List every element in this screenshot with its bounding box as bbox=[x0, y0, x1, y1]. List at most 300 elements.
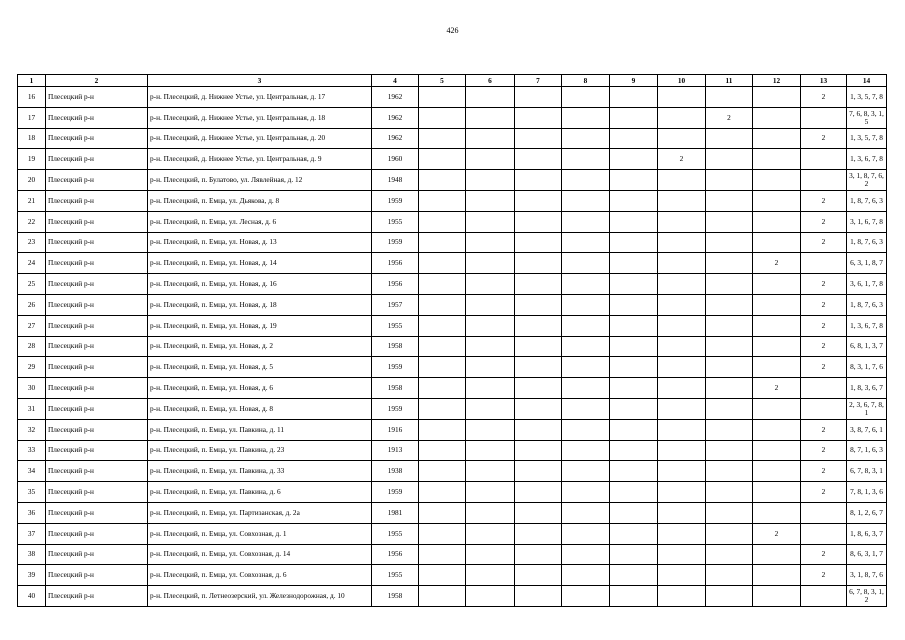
col8-cell bbox=[562, 274, 610, 295]
address-cell: р-н. Плесецкий, д. Нижнее Устье, ул. Центральная, д. 17 bbox=[148, 87, 372, 108]
column-header-2: 2 bbox=[46, 75, 148, 87]
col10-cell bbox=[658, 398, 706, 419]
col6-cell bbox=[466, 357, 515, 378]
col14-cell: 1, 3, 5, 7, 8 bbox=[847, 128, 887, 149]
table-row bbox=[18, 419, 887, 440]
col7-cell bbox=[515, 440, 562, 461]
col11-cell bbox=[706, 419, 753, 440]
col7-cell bbox=[515, 398, 562, 419]
col8-cell bbox=[562, 294, 610, 315]
district-cell: Плесецкий р-н bbox=[46, 440, 148, 461]
col7-cell bbox=[515, 190, 562, 211]
col5-cell bbox=[419, 544, 466, 565]
col12-cell bbox=[753, 211, 801, 232]
row-number: 23 bbox=[18, 232, 46, 253]
col11-cell bbox=[706, 586, 753, 607]
col7-cell bbox=[515, 336, 562, 357]
col12-cell bbox=[753, 294, 801, 315]
col14-cell: 7, 6, 8, 3, 1, 5 bbox=[847, 107, 887, 128]
col11-cell bbox=[706, 336, 753, 357]
year-cell: 1962 bbox=[372, 87, 419, 108]
year-cell: 1962 bbox=[372, 128, 419, 149]
row-number: 17 bbox=[18, 107, 46, 128]
col5-cell bbox=[419, 211, 466, 232]
col10-cell bbox=[658, 87, 706, 108]
year-cell: 1956 bbox=[372, 274, 419, 295]
col11-cell bbox=[706, 232, 753, 253]
col10-cell bbox=[658, 170, 706, 191]
column-header-4: 4 bbox=[372, 75, 419, 87]
col13-cell bbox=[801, 149, 847, 170]
col8-cell bbox=[562, 107, 610, 128]
address-cell: р-н. Плесецкий, п. Емца, ул. Новая, д. 16 bbox=[148, 274, 372, 295]
district-cell: Плесецкий р-н bbox=[46, 294, 148, 315]
table-body bbox=[18, 87, 887, 607]
table-row bbox=[18, 315, 887, 336]
table-row bbox=[18, 502, 887, 523]
district-cell: Плесецкий р-н bbox=[46, 544, 148, 565]
year-cell: 1959 bbox=[372, 482, 419, 503]
col13-cell: 2 bbox=[801, 482, 847, 503]
row-number: 21 bbox=[18, 190, 46, 211]
col7-cell bbox=[515, 357, 562, 378]
col5-cell bbox=[419, 170, 466, 191]
col11-cell bbox=[706, 440, 753, 461]
col11-cell bbox=[706, 190, 753, 211]
address-cell: р-н. Плесецкий, п. Емца, ул. Совхозная, д. 14 bbox=[148, 544, 372, 565]
col9-cell bbox=[610, 398, 658, 419]
col6-cell bbox=[466, 336, 515, 357]
col6-cell bbox=[466, 274, 515, 295]
col5-cell bbox=[419, 482, 466, 503]
col8-cell bbox=[562, 315, 610, 336]
col9-cell bbox=[610, 170, 658, 191]
district-cell: Плесецкий р-н bbox=[46, 107, 148, 128]
col10-cell bbox=[658, 107, 706, 128]
col8-cell bbox=[562, 378, 610, 399]
col10-cell: 2 bbox=[658, 149, 706, 170]
column-header-10: 10 bbox=[658, 75, 706, 87]
col10-cell bbox=[658, 253, 706, 274]
address-cell: р-н. Плесецкий, п. Емца, ул. Павкина, д. 33 bbox=[148, 461, 372, 482]
col13-cell: 2 bbox=[801, 87, 847, 108]
col9-cell bbox=[610, 440, 658, 461]
col9-cell bbox=[610, 502, 658, 523]
col7-cell bbox=[515, 232, 562, 253]
col8-cell bbox=[562, 253, 610, 274]
column-header-6: 6 bbox=[466, 75, 515, 87]
col12-cell bbox=[753, 315, 801, 336]
year-cell: 1955 bbox=[372, 523, 419, 544]
col10-cell bbox=[658, 586, 706, 607]
col14-cell: 1, 3, 5, 7, 8 bbox=[847, 87, 887, 108]
col6-cell bbox=[466, 294, 515, 315]
year-cell: 1955 bbox=[372, 211, 419, 232]
col7-cell bbox=[515, 502, 562, 523]
col14-cell: 6, 3, 1, 8, 7 bbox=[847, 253, 887, 274]
district-cell: Плесецкий р-н bbox=[46, 398, 148, 419]
col8-cell bbox=[562, 211, 610, 232]
col14-cell: 8, 1, 2, 6, 7 bbox=[847, 502, 887, 523]
table-row bbox=[18, 586, 887, 607]
col8-cell bbox=[562, 440, 610, 461]
col11-cell bbox=[706, 482, 753, 503]
col7-cell bbox=[515, 544, 562, 565]
row-number: 33 bbox=[18, 440, 46, 461]
col14-cell: 3, 1, 8, 7, 6 bbox=[847, 565, 887, 586]
row-number: 27 bbox=[18, 315, 46, 336]
col13-cell: 2 bbox=[801, 190, 847, 211]
col12-cell bbox=[753, 398, 801, 419]
col9-cell bbox=[610, 565, 658, 586]
col6-cell bbox=[466, 544, 515, 565]
table-row bbox=[18, 357, 887, 378]
col12-cell bbox=[753, 149, 801, 170]
address-cell: р-н. Плесецкий, п. Емца, ул. Новая, д. 8 bbox=[148, 398, 372, 419]
district-cell: Плесецкий р-н bbox=[46, 190, 148, 211]
col11-cell bbox=[706, 87, 753, 108]
col8-cell bbox=[562, 190, 610, 211]
year-cell: 1958 bbox=[372, 378, 419, 399]
col13-cell: 2 bbox=[801, 565, 847, 586]
district-cell: Плесецкий р-н bbox=[46, 336, 148, 357]
table-row bbox=[18, 87, 887, 108]
col8-cell bbox=[562, 170, 610, 191]
col11-cell bbox=[706, 544, 753, 565]
col7-cell bbox=[515, 565, 562, 586]
col9-cell bbox=[610, 149, 658, 170]
row-number: 18 bbox=[18, 128, 46, 149]
col10-cell bbox=[658, 565, 706, 586]
col7-cell bbox=[515, 149, 562, 170]
col14-cell: 1, 8, 6, 3, 7 bbox=[847, 523, 887, 544]
col5-cell bbox=[419, 128, 466, 149]
col13-cell: 2 bbox=[801, 419, 847, 440]
table-row bbox=[18, 565, 887, 586]
table-row bbox=[18, 336, 887, 357]
table-row bbox=[18, 482, 887, 503]
row-number: 29 bbox=[18, 357, 46, 378]
col5-cell bbox=[419, 440, 466, 461]
address-cell: р-н. Плесецкий, п. Булатово, ул. Лявлейная, д. 12 bbox=[148, 170, 372, 191]
col6-cell bbox=[466, 482, 515, 503]
col7-cell bbox=[515, 274, 562, 295]
col6-cell bbox=[466, 565, 515, 586]
col7-cell bbox=[515, 294, 562, 315]
district-cell: Плесецкий р-н bbox=[46, 378, 148, 399]
col14-cell: 6, 7, 8, 3, 1 bbox=[847, 461, 887, 482]
col6-cell bbox=[466, 523, 515, 544]
col12-cell bbox=[753, 336, 801, 357]
column-header-14: 14 bbox=[847, 75, 887, 87]
col7-cell bbox=[515, 419, 562, 440]
col12-cell bbox=[753, 461, 801, 482]
col9-cell bbox=[610, 586, 658, 607]
col12-cell bbox=[753, 565, 801, 586]
col11-cell bbox=[706, 128, 753, 149]
col7-cell bbox=[515, 211, 562, 232]
column-header-13: 13 bbox=[801, 75, 847, 87]
col11-cell bbox=[706, 523, 753, 544]
col9-cell bbox=[610, 461, 658, 482]
row-number: 37 bbox=[18, 523, 46, 544]
year-cell: 1938 bbox=[372, 461, 419, 482]
col14-cell: 1, 8, 7, 6, 3 bbox=[847, 190, 887, 211]
column-header-11: 11 bbox=[706, 75, 753, 87]
col5-cell bbox=[419, 398, 466, 419]
col10-cell bbox=[658, 440, 706, 461]
table-row bbox=[18, 378, 887, 399]
col14-cell: 8, 7, 1, 6, 3 bbox=[847, 440, 887, 461]
col11-cell bbox=[706, 502, 753, 523]
col9-cell bbox=[610, 211, 658, 232]
district-cell: Плесецкий р-н bbox=[46, 170, 148, 191]
table-row bbox=[18, 128, 887, 149]
col8-cell bbox=[562, 232, 610, 253]
year-cell: 1916 bbox=[372, 419, 419, 440]
col9-cell bbox=[610, 544, 658, 565]
col11-cell bbox=[706, 149, 753, 170]
col5-cell bbox=[419, 502, 466, 523]
address-cell: р-н. Плесецкий, п. Емца, ул. Лесная, д. 6 bbox=[148, 211, 372, 232]
col13-cell: 2 bbox=[801, 544, 847, 565]
col11-cell bbox=[706, 211, 753, 232]
district-cell: Плесецкий р-н bbox=[46, 482, 148, 503]
col9-cell bbox=[610, 523, 658, 544]
year-cell: 1948 bbox=[372, 170, 419, 191]
col9-cell bbox=[610, 107, 658, 128]
district-cell: Плесецкий р-н bbox=[46, 128, 148, 149]
col13-cell: 2 bbox=[801, 232, 847, 253]
col11-cell bbox=[706, 274, 753, 295]
col9-cell bbox=[610, 87, 658, 108]
district-cell: Плесецкий р-н bbox=[46, 502, 148, 523]
address-cell: р-н. Плесецкий, п. Емца, ул. Новая, д. 6 bbox=[148, 378, 372, 399]
col8-cell bbox=[562, 502, 610, 523]
table-row bbox=[18, 253, 887, 274]
col13-cell bbox=[801, 398, 847, 419]
header-row bbox=[18, 75, 887, 87]
row-number: 32 bbox=[18, 419, 46, 440]
col7-cell bbox=[515, 461, 562, 482]
district-cell: Плесецкий р-н bbox=[46, 357, 148, 378]
table-row bbox=[18, 170, 887, 191]
col14-cell: 8, 6, 3, 1, 7 bbox=[847, 544, 887, 565]
col13-cell bbox=[801, 586, 847, 607]
col13-cell: 2 bbox=[801, 461, 847, 482]
col6-cell bbox=[466, 398, 515, 419]
col11-cell bbox=[706, 357, 753, 378]
col5-cell bbox=[419, 357, 466, 378]
row-number: 24 bbox=[18, 253, 46, 274]
col11-cell bbox=[706, 398, 753, 419]
col9-cell bbox=[610, 294, 658, 315]
col13-cell: 2 bbox=[801, 128, 847, 149]
district-cell: Плесецкий р-н bbox=[46, 232, 148, 253]
district-cell: Плесецкий р-н bbox=[46, 253, 148, 274]
col13-cell bbox=[801, 107, 847, 128]
col11-cell bbox=[706, 294, 753, 315]
col14-cell: 3, 8, 7, 6, 1 bbox=[847, 419, 887, 440]
col9-cell bbox=[610, 482, 658, 503]
col10-cell bbox=[658, 211, 706, 232]
district-cell: Плесецкий р-н bbox=[46, 87, 148, 108]
row-number: 26 bbox=[18, 294, 46, 315]
row-number: 19 bbox=[18, 149, 46, 170]
col5-cell bbox=[419, 253, 466, 274]
district-cell: Плесецкий р-н bbox=[46, 149, 148, 170]
year-cell: 1958 bbox=[372, 586, 419, 607]
address-cell: р-н. Плесецкий, п. Емца, ул. Новая, д. 14 bbox=[148, 253, 372, 274]
col5-cell bbox=[419, 336, 466, 357]
col14-cell: 1, 8, 3, 6, 7 bbox=[847, 378, 887, 399]
address-cell: р-н. Плесецкий, д. Нижнее Устье, ул. Центральная, д. 18 bbox=[148, 107, 372, 128]
col14-cell: 3, 1, 8, 7, 6, 2 bbox=[847, 170, 887, 191]
col6-cell bbox=[466, 128, 515, 149]
col11-cell: 2 bbox=[706, 107, 753, 128]
col8-cell bbox=[562, 565, 610, 586]
row-number: 28 bbox=[18, 336, 46, 357]
row-number: 31 bbox=[18, 398, 46, 419]
col14-cell: 6, 8, 1, 3, 7 bbox=[847, 336, 887, 357]
year-cell: 1960 bbox=[372, 149, 419, 170]
row-number: 40 bbox=[18, 586, 46, 607]
col12-cell bbox=[753, 190, 801, 211]
col13-cell: 2 bbox=[801, 294, 847, 315]
address-cell: р-н. Плесецкий, д. Нижнее Устье, ул. Центральная, д. 20 bbox=[148, 128, 372, 149]
col12-cell bbox=[753, 586, 801, 607]
row-number: 25 bbox=[18, 274, 46, 295]
year-cell: 1959 bbox=[372, 190, 419, 211]
col14-cell: 1, 3, 6, 7, 8 bbox=[847, 315, 887, 336]
col8-cell bbox=[562, 357, 610, 378]
col8-cell bbox=[562, 482, 610, 503]
col12-cell bbox=[753, 440, 801, 461]
year-cell: 1913 bbox=[372, 440, 419, 461]
district-cell: Плесецкий р-н bbox=[46, 419, 148, 440]
col9-cell bbox=[610, 419, 658, 440]
col7-cell bbox=[515, 378, 562, 399]
col7-cell bbox=[515, 523, 562, 544]
table-row bbox=[18, 149, 887, 170]
col13-cell bbox=[801, 170, 847, 191]
col5-cell bbox=[419, 315, 466, 336]
col5-cell bbox=[419, 294, 466, 315]
col13-cell bbox=[801, 523, 847, 544]
table-row bbox=[18, 190, 887, 211]
table-row bbox=[18, 398, 887, 419]
row-number: 20 bbox=[18, 170, 46, 191]
table-row bbox=[18, 107, 887, 128]
table-row bbox=[18, 294, 887, 315]
year-cell: 1959 bbox=[372, 232, 419, 253]
col8-cell bbox=[562, 128, 610, 149]
col6-cell bbox=[466, 253, 515, 274]
col7-cell bbox=[515, 315, 562, 336]
data-table bbox=[17, 74, 887, 607]
col11-cell bbox=[706, 315, 753, 336]
table-row bbox=[18, 461, 887, 482]
district-cell: Плесецкий р-н bbox=[46, 523, 148, 544]
district-cell: Плесецкий р-н bbox=[46, 211, 148, 232]
year-cell: 1956 bbox=[372, 544, 419, 565]
column-header-8: 8 bbox=[562, 75, 610, 87]
col8-cell bbox=[562, 523, 610, 544]
year-cell: 1956 bbox=[372, 253, 419, 274]
col7-cell bbox=[515, 586, 562, 607]
col12-cell bbox=[753, 274, 801, 295]
col13-cell: 2 bbox=[801, 440, 847, 461]
col6-cell bbox=[466, 87, 515, 108]
col14-cell: 3, 1, 6, 7, 8 bbox=[847, 211, 887, 232]
col12-cell bbox=[753, 544, 801, 565]
row-number: 35 bbox=[18, 482, 46, 503]
col8-cell bbox=[562, 586, 610, 607]
page-number: 426 bbox=[446, 26, 459, 35]
col12-cell: 2 bbox=[753, 253, 801, 274]
address-cell: р-н. Плесецкий, п. Емца, ул. Новая, д. 13 bbox=[148, 232, 372, 253]
col9-cell bbox=[610, 315, 658, 336]
address-cell: р-н. Плесецкий, п. Емца, ул. Совхозная, д. 1 bbox=[148, 523, 372, 544]
col12-cell bbox=[753, 107, 801, 128]
col14-cell: 7, 8, 1, 3, 6 bbox=[847, 482, 887, 503]
col6-cell bbox=[466, 149, 515, 170]
address-cell: р-н. Плесецкий, д. Нижнее Устье, ул. Центральная, д. 9 bbox=[148, 149, 372, 170]
col8-cell bbox=[562, 419, 610, 440]
col12-cell bbox=[753, 128, 801, 149]
table-row bbox=[18, 232, 887, 253]
table-row bbox=[18, 523, 887, 544]
col10-cell bbox=[658, 357, 706, 378]
address-cell: р-н. Плесецкий, п. Емца, ул. Дьякова, д. 8 bbox=[148, 190, 372, 211]
column-header-1: 1 bbox=[18, 75, 46, 87]
col8-cell bbox=[562, 149, 610, 170]
col5-cell bbox=[419, 378, 466, 399]
col14-cell: 1, 8, 7, 6, 3 bbox=[847, 232, 887, 253]
col12-cell: 2 bbox=[753, 378, 801, 399]
table-row bbox=[18, 544, 887, 565]
col11-cell bbox=[706, 461, 753, 482]
year-cell: 1962 bbox=[372, 107, 419, 128]
col10-cell bbox=[658, 461, 706, 482]
col6-cell bbox=[466, 586, 515, 607]
col14-cell: 1, 8, 7, 6, 3 bbox=[847, 294, 887, 315]
col14-cell: 2, 3, 6, 7, 8, 1 bbox=[847, 398, 887, 419]
col9-cell bbox=[610, 232, 658, 253]
address-cell: р-н. Плесецкий, п. Емца, ул. Партизанская, д. 2а bbox=[148, 502, 372, 523]
col5-cell bbox=[419, 523, 466, 544]
col10-cell bbox=[658, 128, 706, 149]
col5-cell bbox=[419, 274, 466, 295]
column-header-9: 9 bbox=[610, 75, 658, 87]
col13-cell: 2 bbox=[801, 357, 847, 378]
col12-cell bbox=[753, 482, 801, 503]
col9-cell bbox=[610, 274, 658, 295]
col6-cell bbox=[466, 461, 515, 482]
col13-cell: 2 bbox=[801, 315, 847, 336]
col13-cell bbox=[801, 253, 847, 274]
row-number: 34 bbox=[18, 461, 46, 482]
col6-cell bbox=[466, 170, 515, 191]
col9-cell bbox=[610, 378, 658, 399]
col5-cell bbox=[419, 419, 466, 440]
address-cell: р-н. Плесецкий, п. Емца, ул. Павкина, д. 11 bbox=[148, 419, 372, 440]
col14-cell: 8, 3, 1, 7, 6 bbox=[847, 357, 887, 378]
col10-cell bbox=[658, 482, 706, 503]
col11-cell bbox=[706, 170, 753, 191]
col5-cell bbox=[419, 149, 466, 170]
col5-cell bbox=[419, 586, 466, 607]
